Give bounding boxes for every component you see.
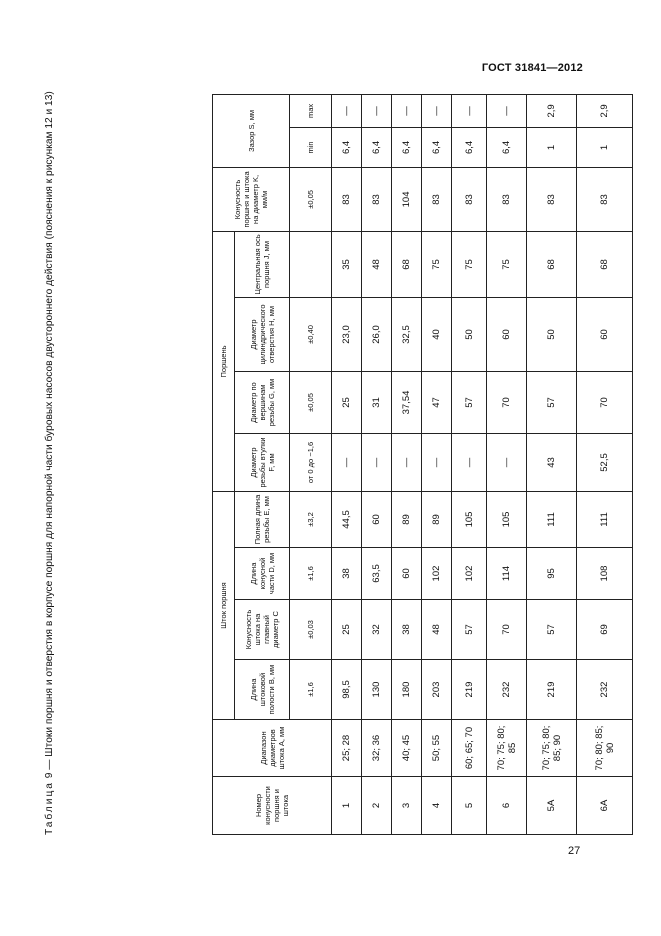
tolerance-E: ±3,2 xyxy=(290,491,332,547)
cell-H: 23,0 xyxy=(332,297,362,371)
header-F: Диаметр резьбы втулки F, мм xyxy=(235,433,290,491)
cell-nomer: 3 xyxy=(392,777,422,835)
cell-smin: 6,4 xyxy=(487,127,527,167)
cell-E: 111 xyxy=(527,491,577,547)
table-row xyxy=(332,94,362,834)
header-max: max xyxy=(290,94,332,127)
cell-G: 25 xyxy=(332,371,362,433)
table-row xyxy=(392,94,422,834)
cell-E: 89 xyxy=(422,491,452,547)
cell-B: 130 xyxy=(362,660,392,720)
cell-D: 102 xyxy=(422,548,452,600)
cell-K: 83 xyxy=(577,167,633,231)
cell-nomer: 4 xyxy=(422,777,452,835)
header-C: Конусность штока на главный диаметр C xyxy=(235,600,290,660)
table-row xyxy=(452,94,487,834)
cell-B: 232 xyxy=(577,660,633,720)
cell-C: 57 xyxy=(452,600,487,660)
cell-B: 219 xyxy=(527,660,577,720)
caption-text: 9 — Штоки поршня и отверстия в корпусе поршня для напорной части буровых насосов двустороннего действия (пояснения к рисункам 12 и 13) xyxy=(44,91,55,779)
cell-D: 63,5 xyxy=(362,548,392,600)
cell-E: 105 xyxy=(452,491,487,547)
cell-smax: 2,9 xyxy=(577,94,633,127)
cell-G: 70 xyxy=(577,371,633,433)
cell-D: 102 xyxy=(452,548,487,600)
tolerance-C: ±0,03 xyxy=(290,600,332,660)
cell-C: 70 xyxy=(487,600,527,660)
cell-A: 70; 75; 80; 85; 90 xyxy=(527,720,577,777)
cell-F: — xyxy=(332,433,362,491)
header-B: Длина штоковой полости B, мм xyxy=(235,660,290,720)
cell-J: 35 xyxy=(332,231,362,297)
cell-B: 219 xyxy=(452,660,487,720)
table-caption xyxy=(44,91,55,835)
header-J: Центральная ось поршня J, мм xyxy=(235,231,290,297)
cell-smin: 6,4 xyxy=(452,127,487,167)
cell-smin: 1 xyxy=(577,127,633,167)
cell-smax: — xyxy=(362,94,392,127)
header-nomer: Номер конусности поршня и штока xyxy=(213,777,332,835)
cell-smax: — xyxy=(487,94,527,127)
cell-H: 50 xyxy=(527,297,577,371)
table-body xyxy=(332,94,633,834)
cell-H: 60 xyxy=(487,297,527,371)
cell-A: 70; 80; 85; 90 xyxy=(577,720,633,777)
cell-J: 68 xyxy=(577,231,633,297)
tolerance-D: ±1,6 xyxy=(290,548,332,600)
cell-F: — xyxy=(392,433,422,491)
cell-smin: 6,4 xyxy=(362,127,392,167)
tolerance-H: ±0,40 xyxy=(290,297,332,371)
cell-D: 95 xyxy=(527,548,577,600)
header-group-porshen: Поршень xyxy=(213,231,235,491)
cell-smax: — xyxy=(422,94,452,127)
cell-nomer: 5A xyxy=(527,777,577,835)
header-K: Конусность поршня и штока на диаметр K, мм/м xyxy=(213,167,290,231)
cell-H: 40 xyxy=(422,297,452,371)
cell-K: 83 xyxy=(527,167,577,231)
header-G: Диаметр по вершинам резьбы G, мм xyxy=(235,371,290,433)
cell-C: 48 xyxy=(422,600,452,660)
cell-D: 60 xyxy=(392,548,422,600)
cell-J: 75 xyxy=(422,231,452,297)
cell-J: 48 xyxy=(362,231,392,297)
cell-A: 40; 45 xyxy=(392,720,422,777)
cell-E: 89 xyxy=(392,491,422,547)
cell-K: 83 xyxy=(332,167,362,231)
cell-F: — xyxy=(422,433,452,491)
tolerance-B: ±1,6 xyxy=(290,660,332,720)
tolerance-K: ±0,05 xyxy=(290,167,332,231)
cell-C: 25 xyxy=(332,600,362,660)
cell-B: 203 xyxy=(422,660,452,720)
tolerance-F: от 0 до −1,6 xyxy=(290,433,332,491)
cell-G: 57 xyxy=(527,371,577,433)
cell-smin: 6,4 xyxy=(332,127,362,167)
header-min: min xyxy=(290,127,332,167)
cell-J: 75 xyxy=(487,231,527,297)
cell-D: 114 xyxy=(487,548,527,600)
tolerance-G: ±0,05 xyxy=(290,371,332,433)
header-H: Диаметр цилиндрического отверстия H, мм xyxy=(235,297,290,371)
cell-E: 105 xyxy=(487,491,527,547)
table-row xyxy=(487,94,527,834)
cell-F: 43 xyxy=(527,433,577,491)
cell-H: 60 xyxy=(577,297,633,371)
table-row xyxy=(362,94,392,834)
standard-designation: ГОСТ 31841—2012 xyxy=(481,62,583,74)
header-E: Полная длина резьбы E, мм xyxy=(235,491,290,547)
cell-smax: — xyxy=(452,94,487,127)
cell-B: 180 xyxy=(392,660,422,720)
cell-H: 50 xyxy=(452,297,487,371)
cell-G: 57 xyxy=(452,371,487,433)
cell-B: 98,5 xyxy=(332,660,362,720)
cell-C: 69 xyxy=(577,600,633,660)
cell-smax: — xyxy=(392,94,422,127)
cell-smin: 1 xyxy=(527,127,577,167)
cell-K: 104 xyxy=(392,167,422,231)
cell-A: 32; 36 xyxy=(362,720,392,777)
cell-F: 52,5 xyxy=(577,433,633,491)
cell-A: 25; 28 xyxy=(332,720,362,777)
cell-G: 70 xyxy=(487,371,527,433)
cell-nomer: 2 xyxy=(362,777,392,835)
caption-label: Таблица xyxy=(44,781,55,835)
header-D: Длина конусной части D, мм xyxy=(235,548,290,600)
cell-J: 68 xyxy=(527,231,577,297)
cell-E: 111 xyxy=(577,491,633,547)
cell-F: — xyxy=(452,433,487,491)
header-diapazon: Диапазон диаметров штока A, мм xyxy=(213,720,332,777)
cell-K: 83 xyxy=(362,167,392,231)
cell-K: 83 xyxy=(487,167,527,231)
cell-B: 232 xyxy=(487,660,527,720)
cell-G: 37,54 xyxy=(392,371,422,433)
cell-G: 31 xyxy=(362,371,392,433)
cell-K: 83 xyxy=(452,167,487,231)
page-number: 27 xyxy=(568,845,581,857)
cell-C: 32 xyxy=(362,600,392,660)
cell-smin: 6,4 xyxy=(392,127,422,167)
cell-H: 26,0 xyxy=(362,297,392,371)
cell-nomer: 5 xyxy=(452,777,487,835)
cell-C: 57 xyxy=(527,600,577,660)
cell-H: 32,5 xyxy=(392,297,422,371)
cell-smin: 6,4 xyxy=(422,127,452,167)
cell-smax: — xyxy=(332,94,362,127)
cell-A: 60; 65; 70 xyxy=(452,720,487,777)
cell-J: 68 xyxy=(392,231,422,297)
cell-nomer: 6 xyxy=(487,777,527,835)
header-group-shtok: Шток поршня xyxy=(213,491,235,719)
table-row xyxy=(577,94,633,834)
cell-nomer: 6A xyxy=(577,777,633,835)
cell-D: 38 xyxy=(332,548,362,600)
cell-A: 70; 75; 80; 85 xyxy=(487,720,527,777)
cell-F: — xyxy=(362,433,392,491)
table-row xyxy=(422,94,452,834)
rotated-table-block xyxy=(44,91,616,835)
cell-K: 83 xyxy=(422,167,452,231)
header-group-zazor: Зазор S, мм xyxy=(213,94,290,167)
cell-J: 75 xyxy=(452,231,487,297)
cell-C: 38 xyxy=(392,600,422,660)
cell-A: 50; 55 xyxy=(422,720,452,777)
cell-E: 60 xyxy=(362,491,392,547)
cell-smax: 2,9 xyxy=(527,94,577,127)
cell-F: — xyxy=(487,433,527,491)
cell-nomer: 1 xyxy=(332,777,362,835)
data-table xyxy=(212,94,633,835)
table-row xyxy=(527,94,577,834)
cell-G: 47 xyxy=(422,371,452,433)
cell-D: 108 xyxy=(577,548,633,600)
cell-E: 44,5 xyxy=(332,491,362,547)
tolerance-J xyxy=(290,231,332,297)
